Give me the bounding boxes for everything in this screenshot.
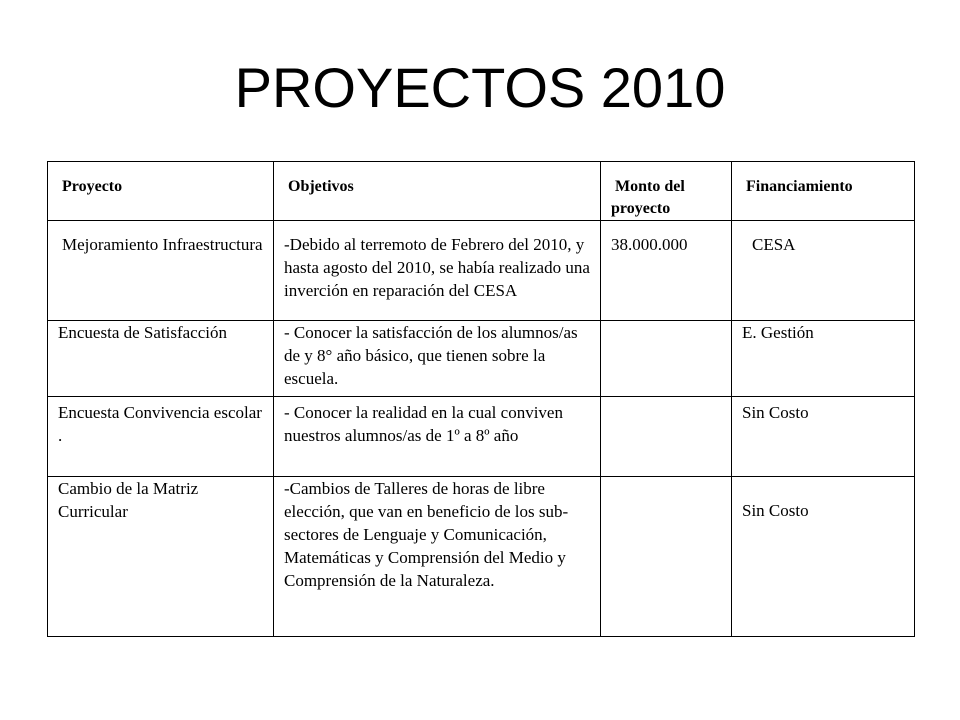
cell-financiamiento: E. Gestión [732,321,915,397]
cell-proyecto: Encuesta de Satisfacción [48,321,274,397]
page-title: PROYECTOS 2010 [234,56,726,119]
cell-monto [601,397,732,477]
cell-monto [601,477,732,637]
cell-proyecto: Cambio de la Matriz Curricular [48,477,274,637]
table-row [48,397,915,477]
table-row [48,321,915,397]
header-financiamiento: Financiamiento [732,162,915,221]
cell-objetivos: - Conocer la realidad en la cual conviven nuestros alumnos/as de 1º a 8º año [274,397,601,477]
table-row [48,221,915,321]
cell-financiamiento: CESA [732,221,915,321]
cell-financiamiento: Sin Costo [732,477,915,637]
cell-financiamiento: Sin Costo [732,397,915,477]
header-row [48,162,915,221]
cell-proyecto: Encuesta Convivencia escolar . [48,397,274,477]
cell-objetivos: -Debido al terremoto de Febrero del 2010, y hasta agosto del 2010, se había realizado una inverción en reparación del CESA [274,221,601,321]
header-objetivos: Objetivos [274,162,601,221]
header-monto: Monto del proyecto [601,162,732,221]
table-row [48,477,915,637]
header-proyecto: Proyecto [48,162,274,221]
cell-proyecto: Mejoramiento Infraestructura [48,221,274,321]
cell-objetivos: - Conocer la satisfacción de los alumnos/as de y 8° año básico, que tienen sobre la escuela. [274,321,601,397]
cell-monto [601,321,732,397]
cell-monto: 38.000.000 [601,221,732,321]
cell-objetivos: -Cambios de Talleres de horas de libre elección, que van en beneficio de los sub-sectores de Lenguaje y Comunicación, Matemáticas y Comprensión del Medio y Comprensión de la Naturaleza. [274,477,601,637]
projects-table [47,161,915,637]
